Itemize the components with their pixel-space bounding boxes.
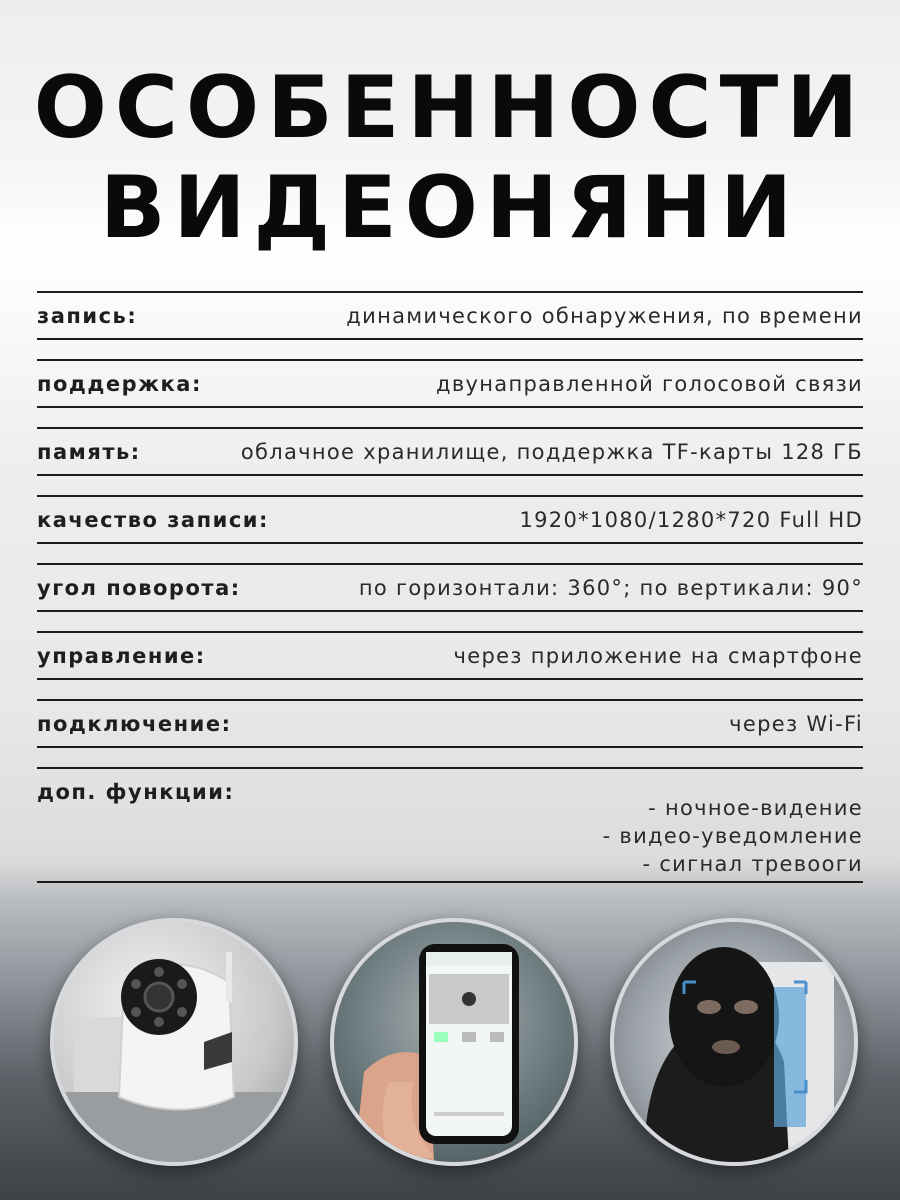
spec-label: угол поворота: (37, 576, 241, 600)
spec-label: доп. функции: (37, 780, 235, 804)
spec-row-memory (37, 440, 863, 470)
spec-label: подключение: (37, 712, 232, 736)
spec-value: через Wi-Fi (729, 712, 863, 736)
extra-functions-list (603, 794, 863, 878)
divider (37, 291, 863, 293)
title-line-2: ВИДЕОНЯНИ (99, 158, 801, 258)
spec-value: двунаправленной голосовой связи (436, 372, 863, 396)
divider (37, 359, 863, 361)
camera-photo (50, 918, 298, 1166)
divider (37, 746, 863, 748)
divider (37, 474, 863, 476)
spec-label: запись: (37, 304, 138, 328)
divider (37, 699, 863, 701)
divider (37, 563, 863, 565)
spec-label: память: (37, 440, 141, 464)
divider (37, 495, 863, 497)
spec-row-quality (37, 508, 863, 538)
spec-row-rotation (37, 576, 863, 606)
spec-value: облачное хранилище, поддержка TF-карты 128 ГБ (240, 440, 863, 464)
intruder-photo (610, 918, 858, 1166)
spec-row-connection (37, 712, 863, 742)
divider (37, 610, 863, 612)
spec-row-control (37, 644, 863, 674)
extra-function-item: - сигнал тревооги (642, 852, 863, 876)
phone-app-photo (330, 918, 578, 1166)
divider (37, 767, 863, 769)
divider (37, 881, 863, 883)
spec-row-extra-functions (37, 780, 863, 876)
camera-icon (54, 922, 294, 1162)
page-title (0, 58, 900, 258)
divider (37, 406, 863, 408)
spec-value: динамического обнаружения, по времени (346, 304, 863, 328)
spec-value: через приложение на смартфоне (453, 644, 863, 668)
spec-label: поддержка: (37, 372, 202, 396)
spec-row-recording (37, 304, 863, 334)
spec-value: по горизонтали: 360°; по вертикали: 90° (358, 576, 863, 600)
divider (37, 338, 863, 340)
title-line-1: ОСОБЕННОСТИ (33, 58, 867, 158)
smartphone-icon (334, 922, 574, 1162)
spec-value: 1920*1080/1280*720 Full HD (519, 508, 863, 532)
extra-function-item: - видео-уведомление (602, 824, 863, 848)
spec-row-support (37, 372, 863, 402)
divider (37, 631, 863, 633)
spec-label: качество записи: (37, 508, 269, 532)
extra-function-item: - ночное-видение (648, 796, 863, 820)
divider (37, 678, 863, 680)
spec-label: управление: (37, 644, 206, 668)
divider (37, 542, 863, 544)
intruder-icon (614, 922, 854, 1162)
divider (37, 427, 863, 429)
